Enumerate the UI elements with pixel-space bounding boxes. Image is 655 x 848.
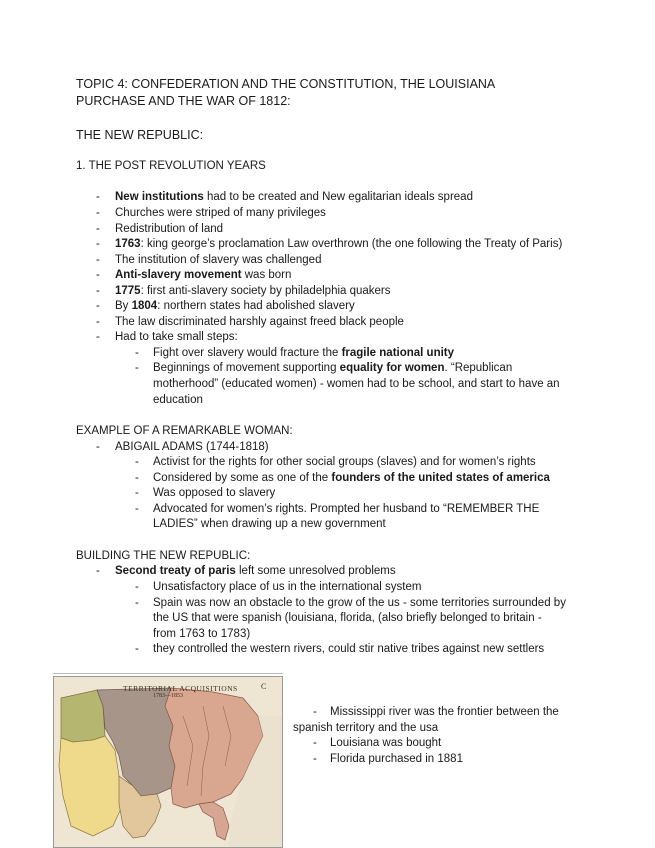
- item-text: Considered by some as one of the: [153, 472, 332, 484]
- bullet-dash: -: [96, 207, 100, 219]
- heading-building-republic: BUILDING THE NEW REPUBLIC:: [76, 550, 251, 562]
- sub-list-item-continued: the US that were spanish (louisiana, florida, (also briefly belonged to britain -: [153, 612, 542, 624]
- sub-bullet-dash: -: [135, 643, 139, 655]
- bold-text: New institutions: [115, 191, 204, 203]
- bold-text: 1775: [115, 285, 141, 297]
- bold-text: founders of the united states of america: [331, 472, 550, 484]
- map-note: Mississippi river was the frontier between the: [330, 706, 559, 718]
- heading-post-revolution: 1. THE POST REVOLUTION YEARS: [76, 160, 266, 172]
- sub-bullet-dash: -: [135, 347, 139, 359]
- sub-list-item: they controlled the western rivers, could stir native tribes against new settlers: [153, 643, 545, 655]
- item-text: Fight over slavery would fracture the: [153, 347, 342, 359]
- list-item: [115, 299, 355, 315]
- item-text: : king george’s proclamation Law overthrown (the one following the Treaty of Paris): [140, 238, 563, 250]
- bullet-dash: -: [96, 316, 100, 328]
- sub-bullet-dash: -: [135, 472, 139, 484]
- sub-list-item-continued: from 1763 to 1783): [153, 628, 251, 640]
- bullet-dash: -: [96, 191, 100, 203]
- heading-remarkable-woman: EXAMPLE OF A REMARKABLE WOMAN:: [76, 425, 293, 437]
- item-text: had to be created and New egalitarian ideals spread: [203, 191, 473, 203]
- item-text: left some unresolved problems: [235, 565, 396, 577]
- item-text: : first anti-slavery society by philadelphia quakers: [140, 285, 391, 297]
- bullet-dash: -: [96, 331, 100, 343]
- bullet-dash: -: [96, 238, 100, 250]
- list-item: [115, 268, 291, 284]
- sub-list-item-continued: LADIES” when drawing up a new government: [153, 518, 386, 530]
- sub-bullet-dash: -: [135, 456, 139, 468]
- divider: [53, 673, 283, 674]
- map-note-continued: spanish territory and the usa: [293, 722, 439, 734]
- map-title: TERRITORIAL ACQUISITIONS: [123, 684, 238, 693]
- sub-list-item: [153, 361, 512, 377]
- item-text: was born: [241, 269, 292, 281]
- map-note: Louisiana was bought: [330, 737, 442, 749]
- title-line-2: PURCHASE AND THE WAR OF 1812:: [76, 94, 291, 108]
- item-text: By: [115, 300, 132, 312]
- sub-list-item: [153, 471, 550, 487]
- item-text: . “Republican: [444, 362, 513, 374]
- list-item: ABIGAIL ADAMS (1744-1818): [115, 441, 269, 453]
- sub-bullet-dash: -: [135, 581, 139, 593]
- list-item: Had to take small steps:: [115, 331, 238, 343]
- sub-list-item: Was opposed to slavery: [153, 487, 276, 499]
- map-corner-label: C: [261, 682, 267, 691]
- bold-text: 1804: [131, 300, 158, 312]
- map-note: Florida purchased in 1881: [330, 753, 463, 765]
- territorial-acquisitions-map: [53, 676, 283, 848]
- bold-text: Anti-slavery movement: [115, 269, 242, 281]
- item-text: Beginnings of movement supporting: [153, 362, 340, 374]
- list-item: The law discriminated harshly against freed black people: [115, 316, 404, 328]
- sub-bullet-dash: -: [135, 597, 139, 609]
- map-subtitle: 1783—1853: [153, 693, 183, 699]
- sub-list-item: Spain was now an obstacle to the grow of the us - some territories surrounded by: [153, 597, 566, 609]
- bullet-dash: -: [96, 223, 100, 235]
- bullet-dash: -: [96, 285, 100, 297]
- sub-bullet-dash: -: [135, 362, 139, 374]
- list-item: Redistribution of land: [115, 223, 224, 235]
- bullet-dash: -: [96, 300, 100, 312]
- heading-new-republic: THE NEW REPUBLIC:: [76, 128, 204, 142]
- sub-bullet-dash: -: [135, 487, 139, 499]
- sub-bullet-dash: -: [135, 503, 139, 515]
- bold-text: fragile national unity: [341, 347, 455, 359]
- bullet-dash: -: [313, 753, 317, 765]
- sub-list-item: Unsatisfactory place of us in the international system: [153, 581, 422, 593]
- sub-list-item: [153, 346, 454, 362]
- item-text: : northern states had abolished slavery: [157, 300, 355, 312]
- bullet-dash: -: [96, 565, 100, 577]
- sub-list-item-continued: motherhood” (educated women) - women had to be school, and start to have an: [153, 378, 560, 390]
- list-item: [115, 237, 562, 253]
- bullet-dash: -: [313, 737, 317, 749]
- sub-list-item: Activist for the rights for other social groups (slaves) and for women’s rights: [153, 456, 536, 468]
- bold-text: equality for women: [339, 362, 445, 374]
- list-item: [115, 564, 396, 580]
- title-line-1: TOPIC 4: CONFEDERATION AND THE CONSTITUTION, THE LOUISIANA: [76, 77, 496, 91]
- bold-text: Second treaty of paris: [115, 565, 236, 577]
- list-item: The institution of slavery was challenged: [115, 254, 322, 266]
- sub-list-item: Advocated for women’s rights. Prompted her husband to “REMEMBER THE: [153, 503, 540, 515]
- bold-text: 1763: [115, 238, 141, 250]
- bullet-dash: -: [96, 269, 100, 281]
- sub-list-item-continued: education: [153, 394, 203, 406]
- bullet-dash: -: [313, 706, 317, 718]
- bullet-dash: -: [96, 254, 100, 266]
- list-item: Churches were striped of many privileges: [115, 207, 326, 219]
- list-item: [115, 284, 391, 300]
- bullet-dash: -: [96, 441, 100, 453]
- list-item: [115, 190, 473, 206]
